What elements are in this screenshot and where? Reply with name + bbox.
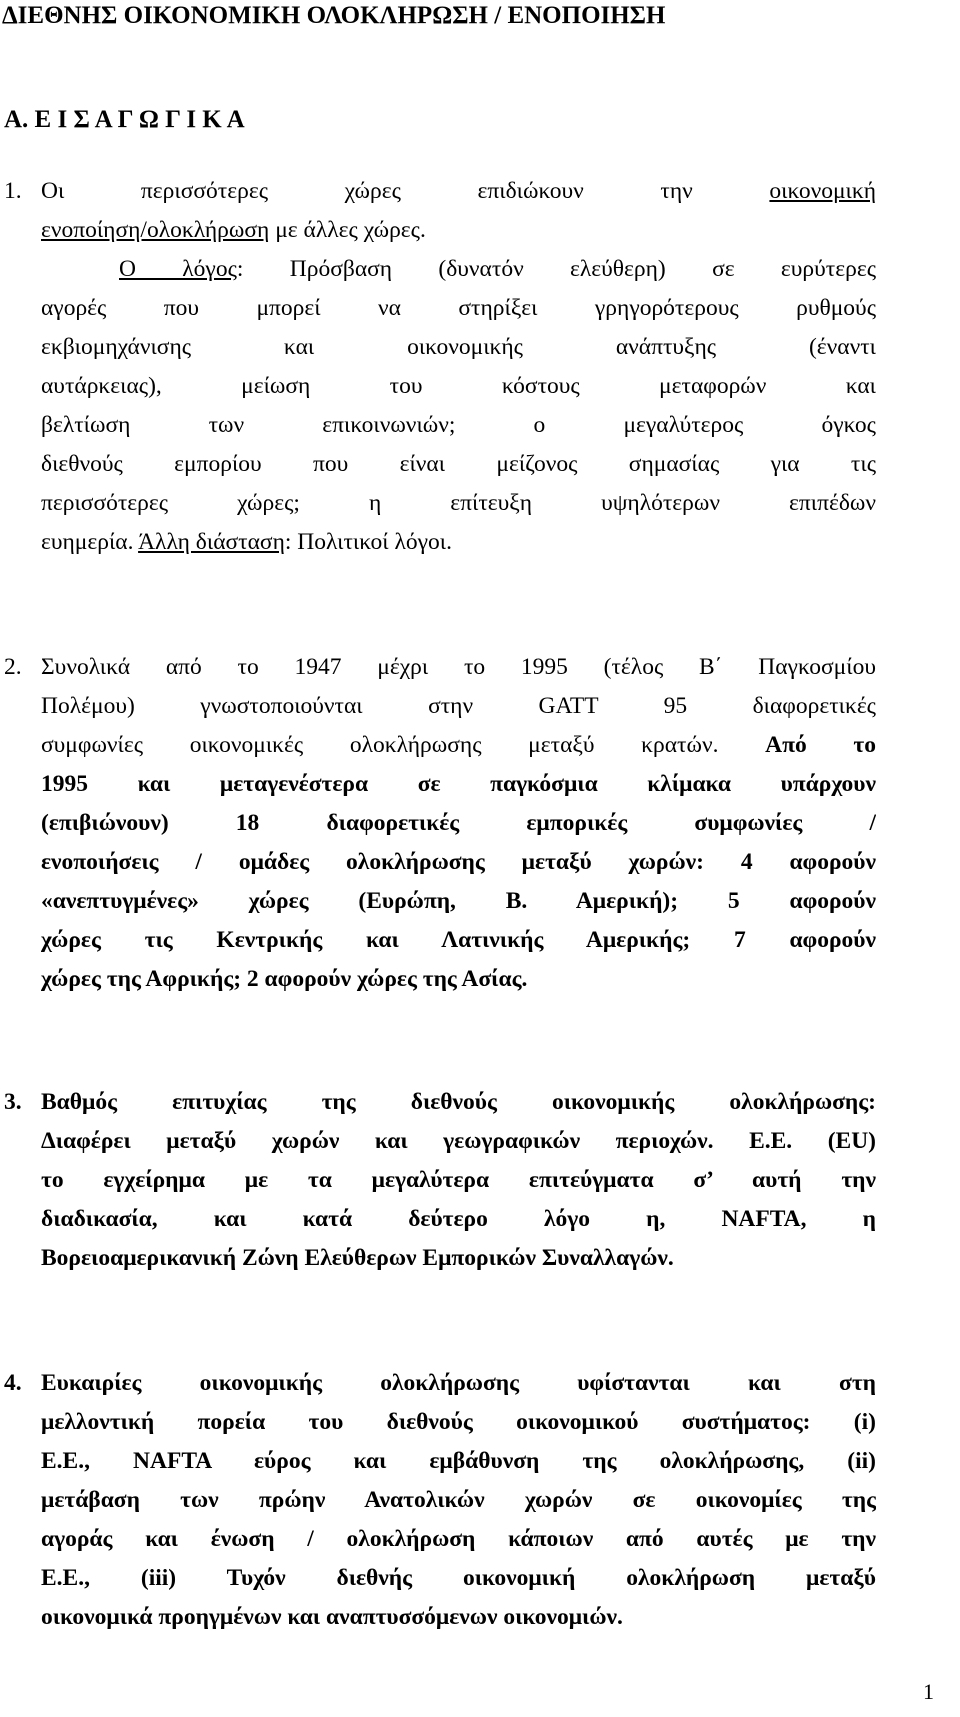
item-2-line-9: χώρες της Αφρικής; 2 αφορούν χώρες της Ασίας. bbox=[41, 966, 528, 992]
item-4-line-7: οικονομικά προηγμένων και αναπτυσσόμενων οικονομιών. bbox=[41, 1604, 623, 1630]
item-4-line-1: Ευκαιρίες οικονομικής ολοκλήρωσης υφίστανται και στη bbox=[41, 1370, 876, 1396]
item-3-line-2: Διαφέρει μεταξύ χωρών και γεωγραφικών περιοχών. Ε.Ε. (EU) bbox=[41, 1128, 876, 1154]
section-title: Α. Ε Ι Σ Α Γ Ω Γ Ι Κ Α bbox=[4, 106, 245, 133]
item-1-text bbox=[41, 172, 876, 562]
item-1-line-8: διεθνούς εμπορίου που είναι μείζονος σημασίας για τις bbox=[41, 451, 876, 477]
item-1-number: 1. bbox=[4, 178, 22, 204]
item-1-line-10: ευημερία. Άλλη διάσταση: Πολιτικοί λόγοι. bbox=[41, 529, 452, 555]
item-3-line-4: διαδικασία, και κατά δεύτερο λόγο η, NAFTA, η bbox=[41, 1206, 876, 1232]
item-4-text bbox=[41, 1364, 876, 1637]
item-4-number: 4. bbox=[4, 1370, 22, 1396]
item-3-line-5: Βορειοαμερικανική Ζώνη Ελεύθερων Εμπορικών Συναλλαγών. bbox=[41, 1245, 674, 1271]
item-3-line-3: το εγχείρημα με τα μεγαλύτερα επιτεύγματα σ’ αυτή την bbox=[41, 1167, 876, 1193]
item-2-line-4: 1995 και μεταγενέστερα σε παγκόσμια κλίμακα υπάρχουν bbox=[41, 771, 876, 797]
item-2-line-3: συμφωνίες οικονομικές ολοκλήρωσης μεταξύ κρατών. Από το bbox=[41, 732, 876, 758]
item-4-line-4: μετάβαση των πρώην Ανατολικών χωρών σε οικονομίες της bbox=[41, 1487, 876, 1513]
item-4-line-2: μελλοντική πορεία του διεθνούς οικονομικού συστήματος: (i) bbox=[41, 1409, 876, 1435]
item-1-line-3: Ο λόγος: Πρόσβαση (δυνατόν ελεύθερη) σε ευρύτερες bbox=[119, 256, 876, 282]
item-2-line-2: Πολέμου) γνωστοποιούνται στην GATT 95 διαφορετικές bbox=[41, 693, 876, 719]
item-3-line-1: Βαθμός επιτυχίας της διεθνούς οικονομικής ολοκλήρωσης: bbox=[41, 1089, 876, 1115]
item-2-line-6: ενοποιήσεις / ομάδες ολοκλήρωσης μεταξύ χωρών: 4 αφορούν bbox=[41, 849, 876, 875]
item-1-line-1: Οι περισσότερες χώρες επιδιώκουν την οικονομική bbox=[41, 178, 876, 204]
item-2-line-8: χώρες τις Κεντρικής και Λατινικής Αμερικής; 7 αφορούν bbox=[41, 927, 876, 953]
item-1-line-6: αυτάρκειας), μείωση του κόστους μεταφορών και bbox=[41, 373, 876, 399]
item-1-line-4: αγορές που μπορεί να στηρίξει γρηγορότερους ρυθμούς bbox=[41, 295, 876, 321]
item-1-line-9: περισσότερες χώρες; η επίτευξη υψηλότερων επιπέδων bbox=[41, 490, 876, 516]
item-4-line-3: Ε.Ε., NAFTA εύρος και εμβάθυνση της ολοκλήρωσης, (ii) bbox=[41, 1448, 876, 1474]
item-3-number: 3. bbox=[4, 1089, 22, 1115]
page-number: 1 bbox=[923, 1679, 934, 1704]
item-2-number: 2. bbox=[4, 654, 22, 680]
item-1-line-7: βελτίωση των επικοινωνιών; ο μεγαλύτερος όγκος bbox=[41, 412, 876, 438]
item-2-text bbox=[41, 648, 876, 999]
item-2-line-5: (επιβιώνουν) 18 διαφορετικές εμπορικές συμφωνίες / bbox=[41, 810, 876, 836]
item-2-line-1: Συνολικά από το 1947 μέχρι το 1995 (τέλος Β΄ Παγκοσμίου bbox=[41, 654, 876, 680]
item-1-line-5: εκβιομηχάνισης και οικονομικής ανάπτυξης (έναντι bbox=[41, 334, 876, 360]
item-4-line-5: αγοράς και ένωση / ολοκλήρωση κάποιων από αυτές με την bbox=[41, 1526, 876, 1552]
item-4-line-6: Ε.Ε., (iii) Τυχόν διεθνής οικονομική ολοκλήρωση μεταξύ bbox=[41, 1565, 876, 1591]
item-1-line-2: ενοποίηση/ολοκλήρωση με άλλες χώρες. bbox=[41, 217, 426, 243]
item-3-text bbox=[41, 1083, 876, 1278]
document-title: ΔΙΕΘΝΗΣ ΟΙΚΟΝΟΜΙΚΗ ΟΛΟΚΛΗΡΩΣΗ / ΕΝΟΠΟΙΗΣΗ bbox=[2, 2, 666, 29]
item-2-line-7: «ανεπτυγμένες» χώρες (Ευρώπη, Β. Αμερική); 5 αφορούν bbox=[41, 888, 876, 914]
